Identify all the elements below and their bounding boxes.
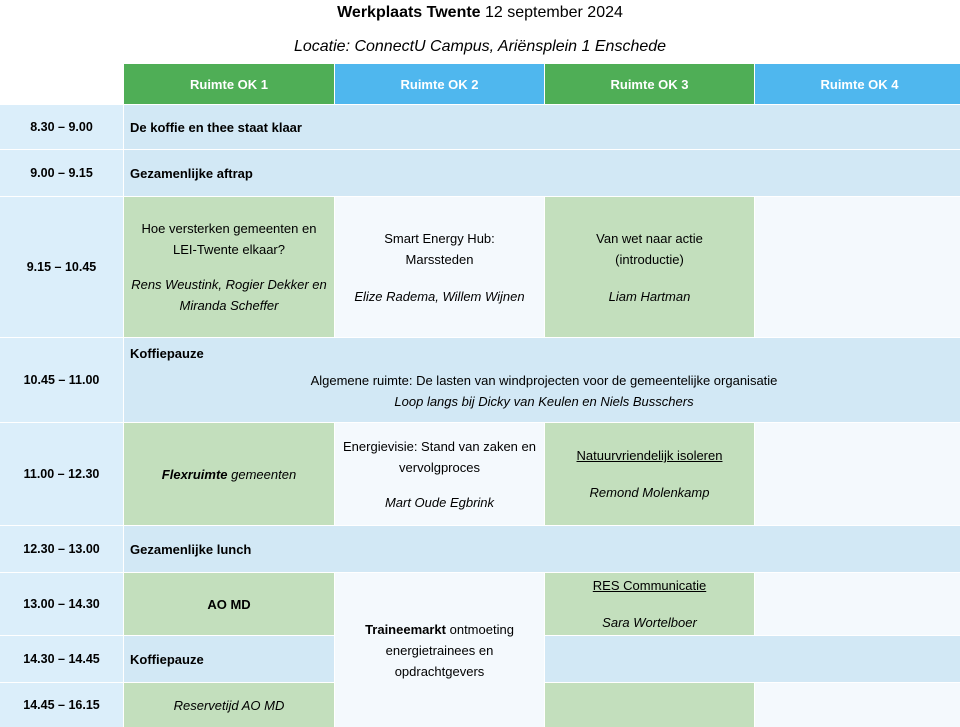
session-ok1-block2 <box>124 423 334 525</box>
time-slot: 9.15 – 10.45 <box>0 197 123 337</box>
session-speakers: Elize Radema, Willem Wijnen <box>354 288 525 304</box>
traineemarkt-label: Traineemarkt <box>365 621 446 637</box>
session-speakers: Sara Wortelboer <box>602 615 697 630</box>
page-title <box>0 2 960 24</box>
room-header-ok4: Ruimte OK 4 <box>755 64 960 104</box>
coffee-break-label: Koffiepauze <box>130 346 204 361</box>
session-ok4-block2-empty <box>755 423 960 525</box>
session-title: Van wet naar actie (introductie) <box>596 230 703 267</box>
session-speakers: Rens Weustink, Rogier Dekker en Miranda Scheffer <box>131 277 327 313</box>
traineemarkt-rest: ontmoeting energietrainees en opdrachtgevers <box>385 621 514 679</box>
plenary-kickoff: Gezamenlijke aftrap <box>124 150 960 196</box>
session-ok3-block1 <box>545 197 754 337</box>
session-title-link[interactable]: RES Communicatie <box>592 578 707 593</box>
session-ok2-block1 <box>335 197 544 337</box>
plenary-coffee-tea: De koffie en thee staat klaar <box>124 105 960 149</box>
session-ok2-block2 <box>335 423 544 525</box>
plenary-coffee-break-general <box>124 338 960 422</box>
time-slot: 11.00 – 12.30 <box>0 423 123 525</box>
flexruimte-label: Flexruimte <box>161 466 228 482</box>
session-ok3-block2 <box>545 423 754 525</box>
general-room-label: Algemene ruimte: De lasten van windprojecten voor de gemeentelijke organisatie <box>310 373 778 388</box>
session-speakers: Remond Molenkamp <box>589 485 710 500</box>
session-ok4-block4-empty <box>755 683 960 727</box>
session-title: Hoe versterken gemeenten en LEI-Twente elkaar? <box>141 221 317 257</box>
title-event: Werkplaats Twente <box>337 4 481 21</box>
room-header-ok1: Ruimte OK 1 <box>124 64 334 104</box>
session-speakers: Mart Oude Egbrink <box>384 494 495 510</box>
room-header-ok2: Ruimte OK 2 <box>335 64 544 104</box>
schedule-table <box>0 64 960 720</box>
session-ok4-block1-empty <box>755 197 960 337</box>
plenary-coffee-break-2: Koffiepauze <box>124 636 334 682</box>
time-slot: 14.45 – 16.15 <box>0 683 123 727</box>
location-line: Locatie: ConnectU Campus, Ariënsplein 1 Enschede <box>293 38 667 55</box>
session-ok4-block3-empty <box>755 573 960 635</box>
title-date: 12 september 2024 <box>485 4 623 21</box>
time-slot: 10.45 – 11.00 <box>0 338 123 422</box>
session-title: Energievisie: Stand van zaken en vervolgproces <box>343 438 536 475</box>
room-header-ok3: Ruimte OK 3 <box>545 64 754 104</box>
session-ok1-block4: Reservetijd AO MD <box>124 683 334 727</box>
time-slot: 14.30 – 14.45 <box>0 636 123 682</box>
flexruimte-rest: gemeenten <box>227 466 297 482</box>
session-ok3-block4-empty <box>545 683 754 727</box>
time-slot: 13.00 – 14.30 <box>0 573 123 635</box>
session-ok1-block1 <box>124 197 334 337</box>
session-title-link[interactable]: Natuurvriendelijk isoleren <box>576 448 723 463</box>
corner-cell <box>0 64 123 104</box>
coffee-break-2-right <box>545 636 960 682</box>
time-slot: 12.30 – 13.00 <box>0 526 123 572</box>
session-ok3-block3 <box>545 573 754 635</box>
session-ok1-block3: AO MD <box>124 573 334 635</box>
time-slot: 8.30 – 9.00 <box>0 105 123 149</box>
time-slot: 9.00 – 9.15 <box>0 150 123 196</box>
session-title: Smart Energy Hub: Marssteden <box>384 230 495 267</box>
session-speakers: Liam Hartman <box>608 288 691 304</box>
session-ok2-traineemarkt <box>335 573 544 727</box>
walk-by-label: Loop langs bij Dicky van Keulen en Niels Busschers <box>394 394 694 409</box>
plenary-lunch: Gezamenlijke lunch <box>124 526 960 572</box>
